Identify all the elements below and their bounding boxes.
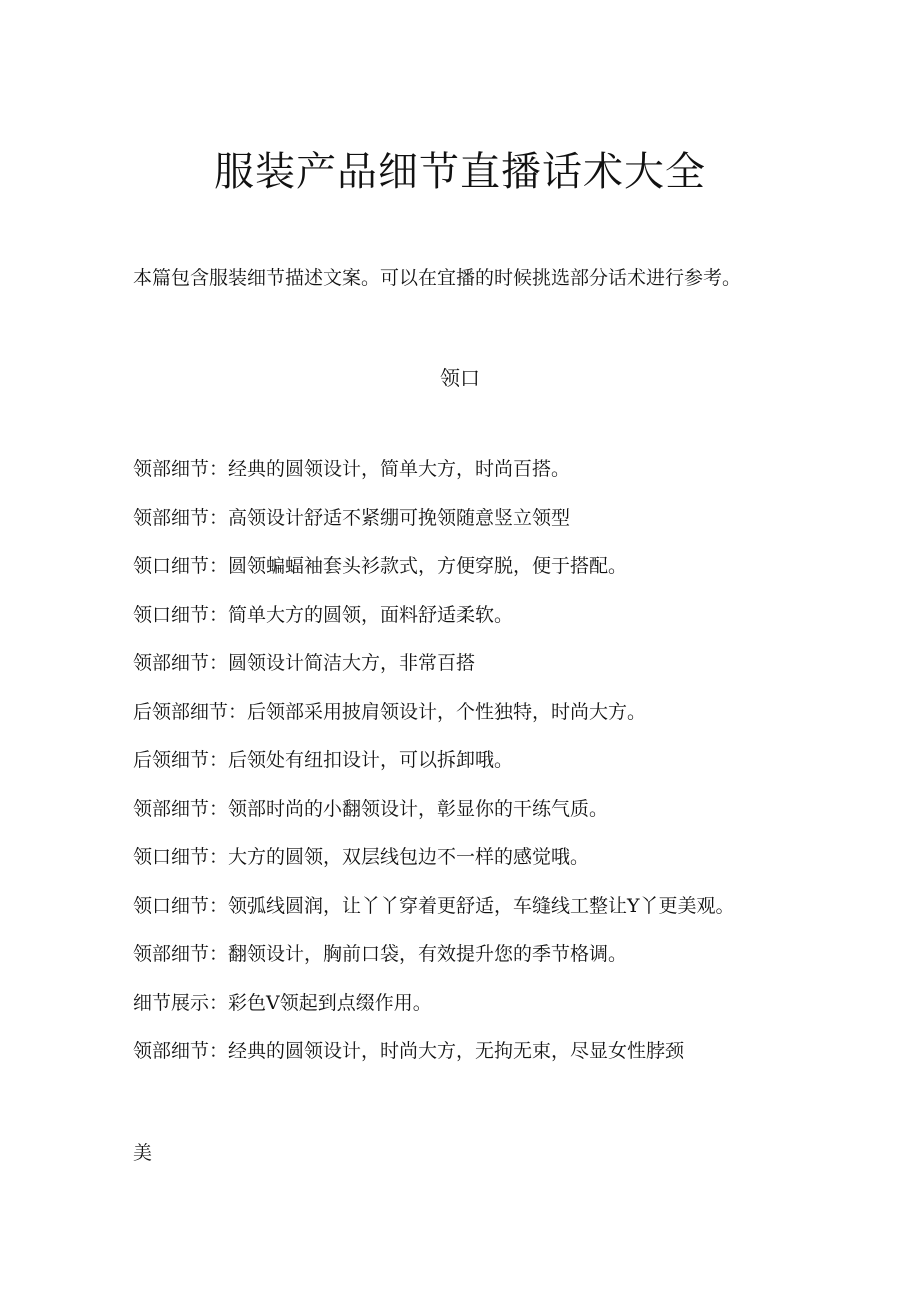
- list-item: 领口细节：领弧线圆润，让丫丫穿着更舒适，车缝线工整让Y丫更美观。: [133, 894, 735, 917]
- list-item: 细节展示：彩色V领起到点缀作用。: [133, 991, 432, 1014]
- list-item: 领部细节：翻领设计，胸前口袋，有效提升您的季节格调。: [133, 943, 628, 965]
- list-item: 后领细节：后领处有纽扣设计，可以拆卸哦。: [133, 749, 514, 771]
- list-item: 领部细节：经典的圆领设计，时尚大方，无拘无束，尽显女性脖颈: [133, 1040, 685, 1062]
- list-item: 领部细节：经典的圆领设计，简单大方，时尚百搭。: [133, 458, 571, 480]
- intro-paragraph: 本篇包含服装细节描述文案。可以在宜播的时候挑选部分话术进行参考。: [133, 267, 742, 289]
- continuation-text: 美: [133, 1142, 153, 1164]
- collar-detail-list: [133, 455, 833, 1086]
- list-item: 领部细节：高领设计舒适不紧绷可挽领随意竖立领型: [133, 506, 571, 529]
- list-item: 领口细节：大方的圆领，双层线包边不一样的感觉哦。: [133, 846, 590, 868]
- list-item: 后领部细节：后领部采用披肩领设计，个性独特，时尚大方。: [133, 700, 647, 723]
- list-item: 领口细节：简单大方的圆领，面料舒适柔软。: [133, 603, 514, 626]
- section-heading-collar: 领口: [440, 366, 480, 390]
- document-title: 服装产品细节直播话术大全: [214, 149, 706, 195]
- list-item: 领部细节：圆领设计简洁大方，非常百搭: [133, 652, 476, 674]
- list-item: 领口细节：圆领蝙蝠袖套头衫款式，方便穿脱，便于搭配。: [133, 555, 628, 577]
- list-item: 领部细节：领部时尚的小翻领设计，彰显你的干练气质。: [133, 797, 609, 820]
